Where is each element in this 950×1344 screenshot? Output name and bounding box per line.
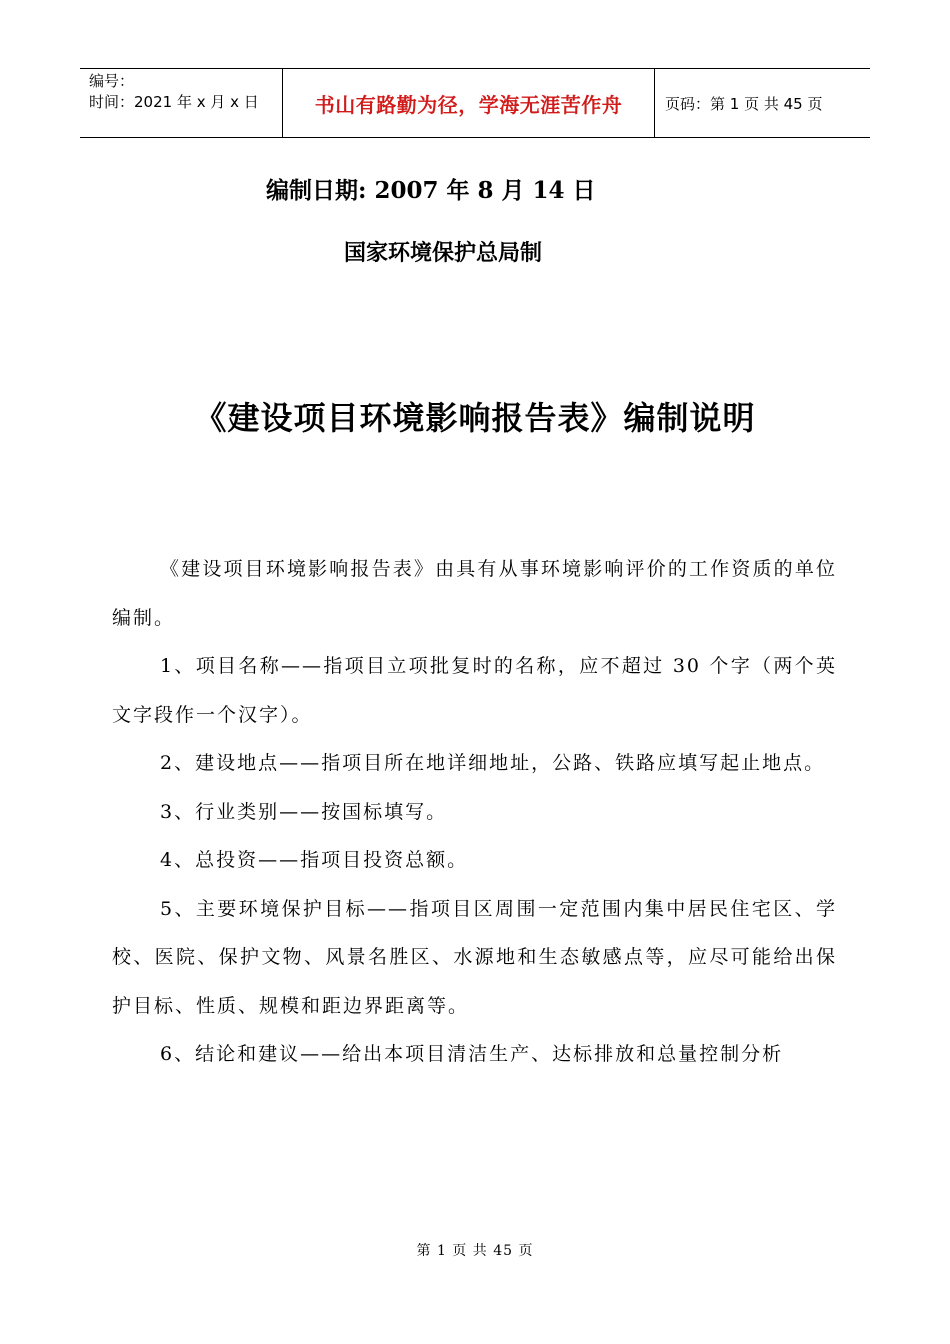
paragraph-item-3: 3、行业类别——按国标填写。 [160, 800, 448, 823]
header-number-label: 编号： [89, 72, 135, 90]
compile-date: 编制日期: 2007 年 8 月 14 日 [266, 177, 596, 204]
paragraph-item-4: 4、总投资——指项目投资总额。 [160, 849, 469, 871]
paragraph-item-6: 6、结论和建议——给出本项目清洁生产、达标排放和总量控制分析 [160, 1043, 784, 1065]
document-title: 《建设项目环境影响报告表》编制说明 [194, 399, 756, 437]
header-meta [80, 69, 282, 137]
page-footer: 第 1 页 共 45 页 [416, 1243, 534, 1259]
paragraph-item-2: 2、建设地点——指项目所在地详细地址，公路、铁路应填写起止地点。 [160, 752, 826, 774]
header-time-label: 时间：2021 年 x 月 x 日 [89, 93, 259, 111]
header-motto: 书山有路勤为径，学海无涯苦作舟 [282, 69, 655, 137]
page-header-table [80, 68, 870, 138]
paragraph-item-5: 5、主要环境保护目标——指项目区周围一定范围内集中居民住宅区、学校、医院、保护文物、风景名胜区、水源地和生态敏感点等，应尽可能给出保护目标、性质、规模和距边界距离等。 [112, 897, 837, 1017]
paragraph-intro: 《建设项目环境影响报告表》由具有从事环境影响评价的工作资质的单位编制。 [112, 558, 837, 629]
issuer-line: 国家环境保护总局制 [344, 240, 543, 266]
document-body [112, 545, 837, 1079]
header-page-info: 页码：第 1 页 共 45 页 [665, 94, 823, 113]
paragraph-item-1: 1、项目名称——指项目立项批复时的名称，应不超过 30 个字（两个英文字段作一个汉字）。 [112, 655, 837, 726]
